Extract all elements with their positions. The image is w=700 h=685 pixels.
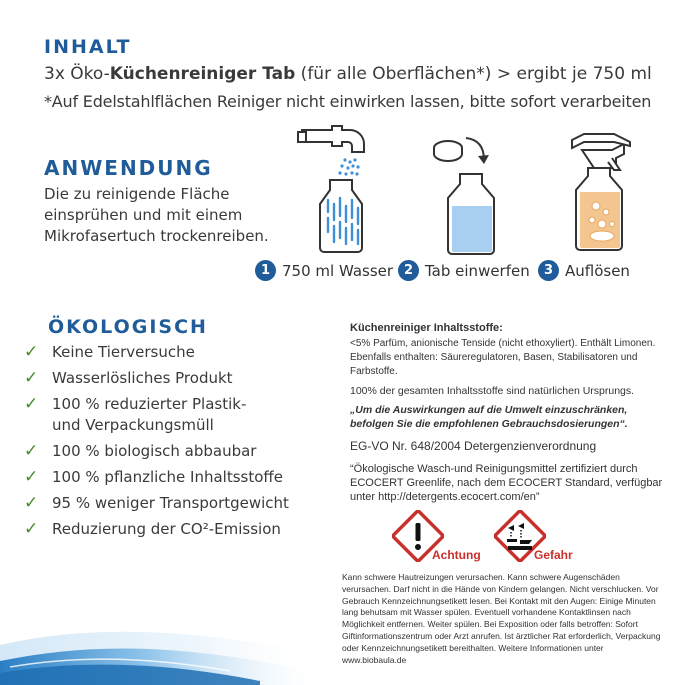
checkmark-icon: ✓ bbox=[24, 368, 39, 388]
oekologisch-heading: ÖKOLOGISCH bbox=[48, 316, 208, 338]
benefit-text: 100 % pflanzliche Inhaltsstoffe bbox=[52, 468, 283, 486]
anwendung-text: Die zu reinigende Fläche einsprühen und mit einem Mikrofasertuch trockenreiben. bbox=[44, 185, 269, 245]
list-item bbox=[24, 519, 289, 540]
tab-bottle-icon bbox=[430, 134, 510, 258]
step-1 bbox=[255, 260, 393, 281]
benefit-text: 100 % reduzierter Plastik- und Verpackungsmüll bbox=[52, 395, 247, 434]
benefit-text: 100 % biologisch abbaubar bbox=[52, 442, 257, 460]
product-name: Küchenreiniger Tab bbox=[109, 64, 296, 84]
benefit-text: Wasserlösliches Produkt bbox=[52, 369, 233, 387]
content-description bbox=[44, 64, 652, 84]
dissolve-bottle-icon bbox=[568, 128, 640, 256]
step-1-label: 750 ml Wasser bbox=[282, 261, 394, 280]
step-2-label: Tab einwerfen bbox=[425, 261, 530, 280]
checkmark-icon: ✓ bbox=[24, 467, 39, 487]
checkmark-icon: ✓ bbox=[24, 493, 39, 513]
content-suffix: (für alle Oberflächen*) > ergibt je 750 ml bbox=[295, 64, 652, 84]
checkmark-icon: ✓ bbox=[24, 441, 39, 461]
anwendung-heading: ANWENDUNG bbox=[44, 156, 213, 180]
step-2 bbox=[398, 260, 530, 281]
certification-note: “Ökologische Wasch-und Reinigungsmittel zertifiziert durch ECOCERT Greenlife, nach dem ECOCERT Standard, verfügbar unter http://detergents.ecocert.com/en” bbox=[350, 463, 663, 503]
dosage-quote: „Um die Auswirkungen auf die Umwelt einzuschränken, befolgen Sie die empfohlenen Gebrauchsdosierungen“. bbox=[350, 404, 628, 430]
ingredients-title: Küchenreiniger Inhaltsstoffe: bbox=[350, 322, 503, 334]
achtung-label: Achtung bbox=[432, 548, 481, 562]
list-item bbox=[24, 441, 289, 462]
list-item bbox=[24, 368, 289, 389]
step-2-number: 2 bbox=[398, 260, 419, 281]
gefahr-label: Gefahr bbox=[534, 548, 573, 562]
list-item bbox=[24, 342, 289, 363]
step-3-number: 3 bbox=[538, 260, 559, 281]
inhalt-heading: INHALT bbox=[44, 36, 132, 58]
faucet-bottle-icon bbox=[290, 122, 400, 254]
ingredients-block bbox=[350, 322, 670, 504]
benefit-text: 95 % weniger Transportgewicht bbox=[52, 494, 289, 512]
list-item bbox=[24, 493, 289, 514]
ingredients-body: <5% Parfüm, anionische Tenside (nicht ethoxyliert). Enthält Limonen. Ebenfalls enthalten: Säureregulatoren, Basen, Stabilisatoren und Farbstoffe. bbox=[350, 338, 656, 377]
benefit-list bbox=[24, 342, 289, 545]
benefit-text: Keine Tierversuche bbox=[52, 343, 195, 361]
hazard-statements: Kann schwere Hautreizungen verursachen. Kann schwere Augenschäden verursachen. Darf nicht in die Hände von Kindern gelangen. Nicht verschlucken. Vor Gebrauch Kennzeichnungsetikett lesen. Bei Kontakt mit den Augen: Einige Minuten lang behutsam mit Wasser spülen. Eventuell vorhandene Kontaktlinsen nach Möglichkeit entfernen. Weiter spülen. Bei Exposition oder falls betroffen: Sofort Giftinformationszentrum oder Arzt anrufen. Ist ärztlicher Rat erforderlich, Verpackung oder Kennzeichnungsetikett bereithalten. Weitere Informationen unter www.biobaula.de bbox=[342, 572, 661, 665]
checkmark-icon: ✓ bbox=[24, 394, 39, 414]
wave-decoration bbox=[0, 615, 700, 685]
list-item bbox=[24, 467, 289, 488]
benefit-text: Reduzierung der CO²-Emission bbox=[52, 520, 281, 538]
stainless-steel-note: *Auf Edelstahlflächen Reiniger nicht einwirken lassen, bitte sofort verarbeiten bbox=[44, 92, 652, 111]
natural-origin-note: 100% der gesamten Inhaltsstoffe sind natürlichen Ursprungs. bbox=[350, 385, 635, 397]
content-prefix: 3x Öko- bbox=[44, 64, 110, 84]
checkmark-icon: ✓ bbox=[24, 519, 39, 539]
regulation-note: EG-VO Nr. 648/2004 Detergenzienverordnung bbox=[350, 439, 597, 453]
step-3 bbox=[538, 260, 630, 281]
list-item bbox=[24, 394, 289, 436]
checkmark-icon: ✓ bbox=[24, 342, 39, 362]
step-3-label: Auflösen bbox=[565, 261, 630, 280]
step-1-number: 1 bbox=[255, 260, 276, 281]
